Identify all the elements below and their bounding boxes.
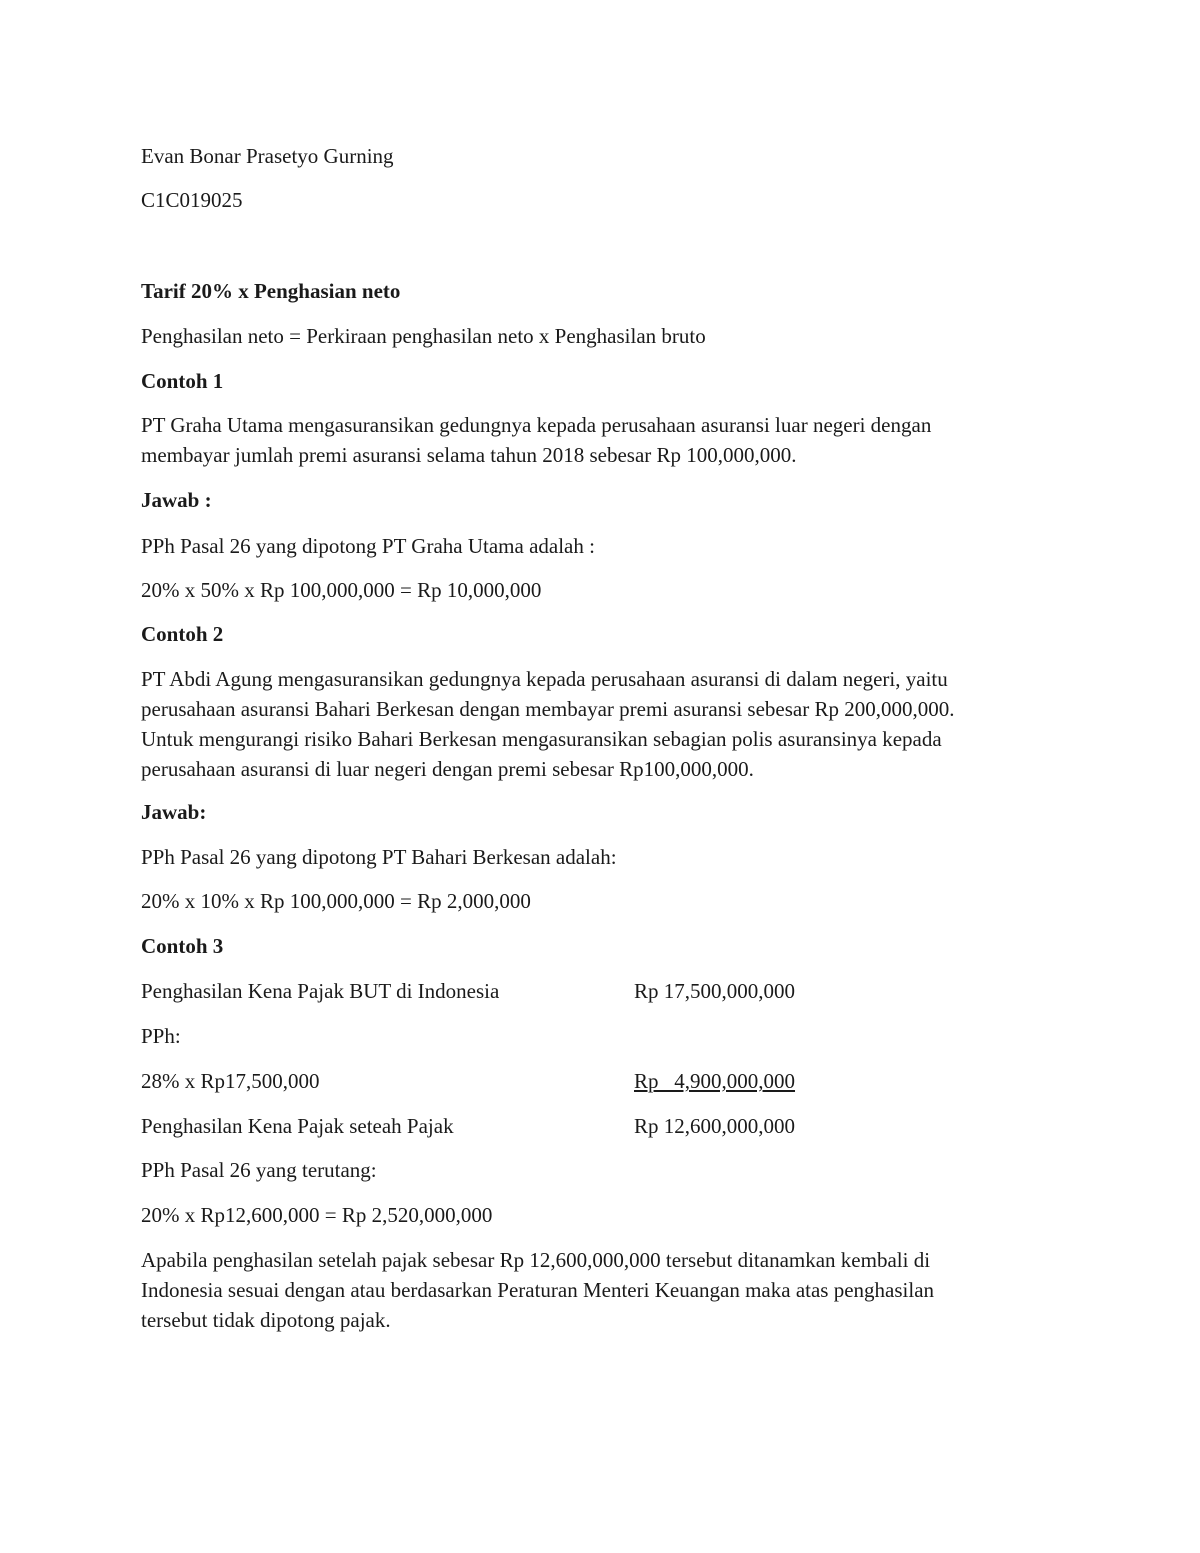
example2-calculation: 20% x 10% x Rp 100,000,000 = Rp 2,000,000 [141, 889, 531, 913]
formula-definition: Penghasilan neto = Perkiraan penghasilan neto x Penghasilan bruto [141, 324, 706, 348]
example1-answer-intro: PPh Pasal 26 yang dipotong PT Graha Utama adalah : [141, 534, 595, 558]
example2-text-line: Untuk mengurangi risiko Bahari Berkesan mengasuransikan sebagian polis asuransinya kepada [141, 727, 942, 751]
formula-heading: Tarif 20% x Penghasian neto [141, 279, 401, 303]
example2-answer-intro: PPh Pasal 26 yang dipotong PT Bahari Berkesan adalah: [141, 845, 617, 869]
example1-text-line: membayar jumlah premi asuransi selama tahun 2018 sebesar Rp 100,000,000. [141, 443, 797, 467]
example1-answer-label: Jawab : [141, 488, 212, 512]
example3-row2-label: 28% x Rp17,500,000 [141, 1069, 320, 1093]
example3-owed-calculation: 20% x Rp12,600,000 = Rp 2,520,000,000 [141, 1203, 493, 1227]
example3-row2-value: Rp 4,900,000,000 [634, 1069, 796, 1093]
example3-owed-label: PPh Pasal 26 yang terutang: [141, 1158, 377, 1182]
example3-closing [141, 1245, 1061, 1335]
author-id: C1C019025 [141, 188, 243, 212]
example3-row1-value: Rp 17,500,000,000 [634, 979, 796, 1003]
example2-text [141, 664, 1061, 784]
example2-answer-label: Jawab: [141, 800, 207, 824]
example1-heading: Contoh 1 [141, 369, 224, 393]
example1-text [141, 410, 1061, 470]
example3-row3-value: Rp 12,600,000,000 [634, 1114, 796, 1138]
example2-text-line: perusahaan asuransi Bahari Berkesan dengan membayar premi asuransi sebesar Rp 200,000,000. [141, 697, 955, 721]
example3-closing-line: tersebut tidak dipotong pajak. [141, 1308, 391, 1332]
example3-closing-line: Apabila penghasilan setelah pajak sebesar Rp 12,600,000,000 tersebut ditanamkan kembali di [141, 1248, 931, 1272]
example3-pph-label: PPh: [141, 1024, 181, 1048]
example1-text-line: PT Graha Utama mengasuransikan gedungnya kepada perusahaan asuransi luar negeri dengan [141, 413, 932, 437]
example2-text-line: perusahaan asuransi di luar negeri dengan premi sebesar Rp100,000,000. [141, 757, 754, 781]
example2-text-line: PT Abdi Agung mengasuransikan gedungnya kepada perusahaan asuransi di dalam negeri, yaitu [141, 667, 948, 691]
example3-heading: Contoh 3 [141, 934, 224, 958]
example3-row3-label: Penghasilan Kena Pajak seteah Pajak [141, 1114, 454, 1138]
example1-calculation: 20% x 50% x Rp 100,000,000 = Rp 10,000,000 [141, 578, 542, 602]
example3-closing-line: Indonesia sesuai dengan atau berdasarkan Peraturan Menteri Keuangan maka atas penghasilan [141, 1278, 935, 1302]
author-name: Evan Bonar Prasetyo Gurning [141, 144, 394, 168]
example2-heading: Contoh 2 [141, 622, 224, 646]
example3-row1-label: Penghasilan Kena Pajak BUT di Indonesia [141, 979, 500, 1003]
